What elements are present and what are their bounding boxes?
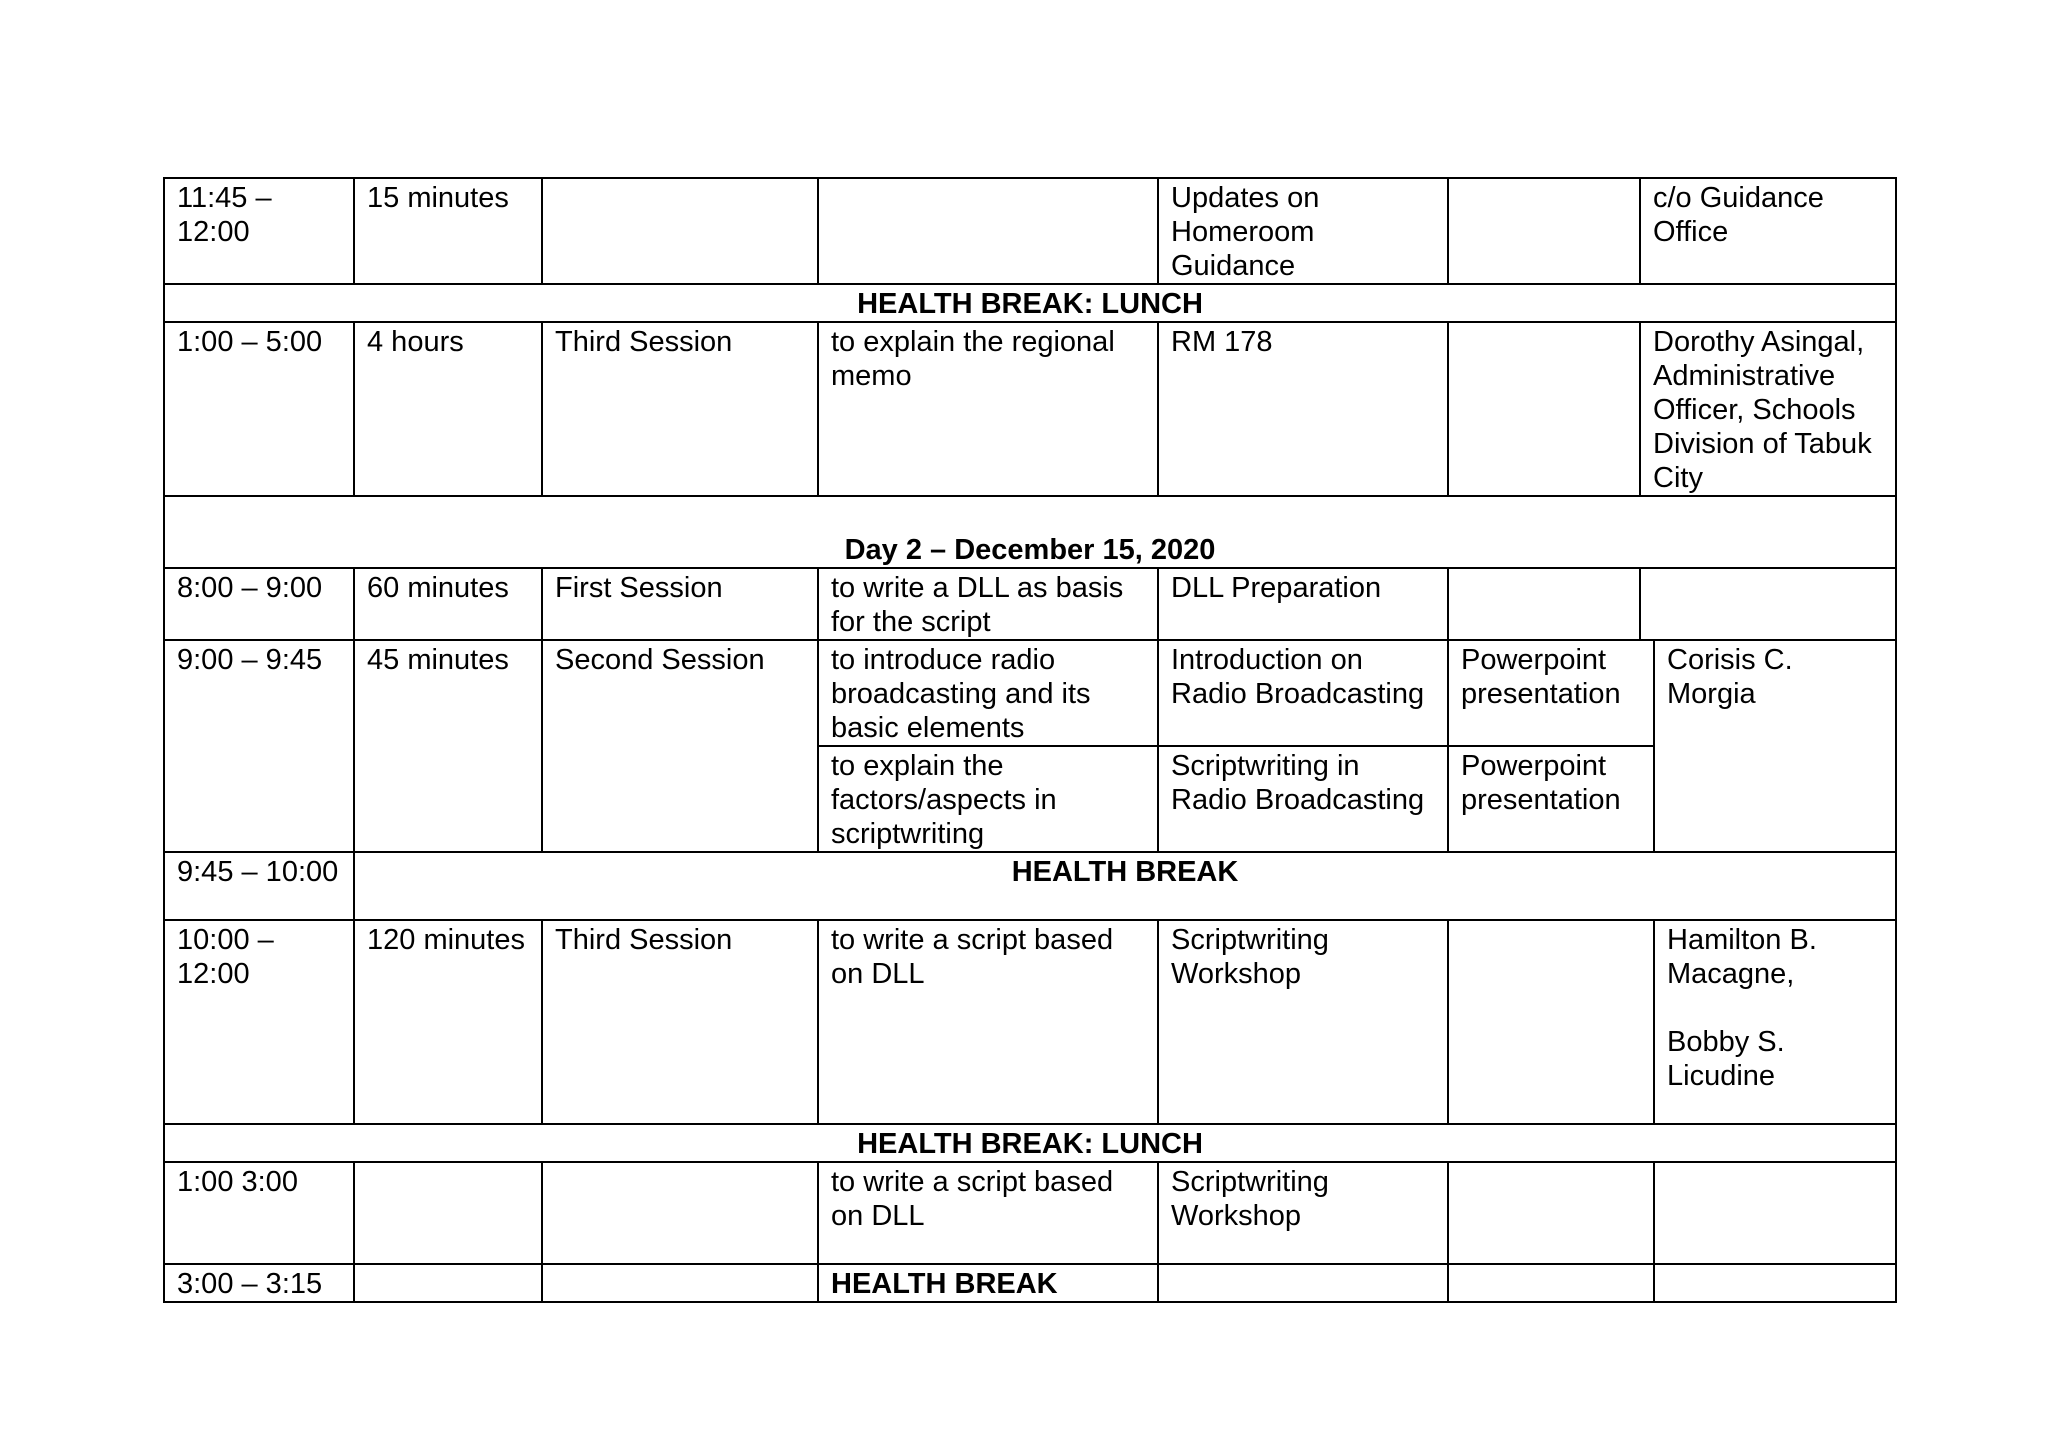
table-row (164, 284, 1896, 322)
table-row (164, 322, 1896, 496)
topic-cell: Introduction on Radio Broadcasting (1158, 640, 1448, 746)
materials-cell (1448, 322, 1640, 496)
duration-cell: 4 hours (354, 322, 542, 496)
materials-cell (1448, 1264, 1654, 1302)
topic-cell: DLL Preparation (1158, 568, 1448, 640)
table-row (164, 568, 1896, 640)
session-cell: Third Session (542, 920, 818, 1124)
materials-cell (1448, 178, 1640, 284)
time-cell: 3:00 – 3:15 (164, 1264, 354, 1302)
person-name: Bobby S. Licudine (1667, 1026, 1785, 1092)
objective-cell (818, 178, 1158, 284)
session-cell: Second Session (542, 640, 818, 852)
break-row-lunch: HEALTH BREAK: LUNCH (164, 1124, 1896, 1162)
schedule-table (163, 177, 1897, 1303)
day-heading-cell (164, 496, 1896, 568)
topic-cell: Scriptwriting in Radio Broadcasting (1158, 746, 1448, 852)
duration-cell (354, 1264, 542, 1302)
session-cell: Third Session (542, 322, 818, 496)
objective-cell: to write a DLL as basis for the script (818, 568, 1158, 640)
session-cell (542, 1162, 818, 1264)
person-cell (1654, 1264, 1896, 1302)
topic-cell: Scriptwriting Workshop (1158, 1162, 1448, 1264)
time-cell: 10:00 – 12:00 (164, 920, 354, 1124)
time-cell: 8:00 – 9:00 (164, 568, 354, 640)
duration-cell: 45 minutes (354, 640, 542, 852)
duration-cell: 15 minutes (354, 178, 542, 284)
person-cell (1654, 1162, 1896, 1264)
time-cell: 11:45 – 12:00 (164, 178, 354, 284)
materials-cell (1448, 1162, 1654, 1264)
table-row (164, 852, 1896, 920)
duration-cell: 120 minutes (354, 920, 542, 1124)
objective-cell: to introduce radio broadcasting and its basic elements (818, 640, 1158, 746)
duration-cell: 60 minutes (354, 568, 542, 640)
table-row (164, 1162, 1896, 1264)
objective-cell: to explain the factors/aspects in scriptwriting (818, 746, 1158, 852)
topic-cell: Updates on Homeroom Guidance (1158, 178, 1448, 284)
objective-cell: to write a script based on DLL (818, 920, 1158, 1124)
topic-cell: Scriptwriting Workshop (1158, 920, 1448, 1124)
duration-cell (354, 1162, 542, 1264)
table-row (164, 640, 1896, 746)
table-row (164, 1264, 1896, 1302)
person-cell: Dorothy Asingal, Administrative Officer, Schools Division of Tabuk City (1640, 322, 1896, 496)
person-cell: Corisis C. Morgia (1654, 640, 1896, 852)
session-cell (542, 178, 818, 284)
break-row: HEALTH BREAK (354, 852, 1896, 920)
time-cell: 1:00 3:00 (164, 1162, 354, 1264)
topic-cell (1158, 1264, 1448, 1302)
table-row (164, 1124, 1896, 1162)
session-cell (542, 1264, 818, 1302)
objective-cell: to write a script based on DLL (818, 1162, 1158, 1264)
break-row-lunch: HEALTH BREAK: LUNCH (164, 284, 1896, 322)
table-row (164, 496, 1896, 568)
topic-cell: RM 178 (1158, 322, 1448, 496)
break-cell: HEALTH BREAK (818, 1264, 1158, 1302)
materials-cell: Powerpoint presentation (1448, 746, 1654, 852)
materials-cell: Powerpoint presentation (1448, 640, 1654, 746)
person-cell (1654, 920, 1896, 1124)
spacer (1667, 991, 1883, 1025)
time-cell: 1:00 – 5:00 (164, 322, 354, 496)
person-cell (1640, 568, 1896, 640)
time-cell: 9:45 – 10:00 (164, 852, 354, 920)
objective-cell: to explain the regional memo (818, 322, 1158, 496)
person-name: Hamilton B. Macagne, (1667, 924, 1817, 990)
day-heading: Day 2 – December 15, 2020 (844, 534, 1216, 566)
materials-cell (1448, 568, 1640, 640)
person-cell: c/o Guidance Office (1640, 178, 1896, 284)
time-cell: 9:00 – 9:45 (164, 640, 354, 852)
session-cell: First Session (542, 568, 818, 640)
table-row (164, 920, 1896, 1124)
table-row (164, 178, 1896, 284)
materials-cell (1448, 920, 1654, 1124)
